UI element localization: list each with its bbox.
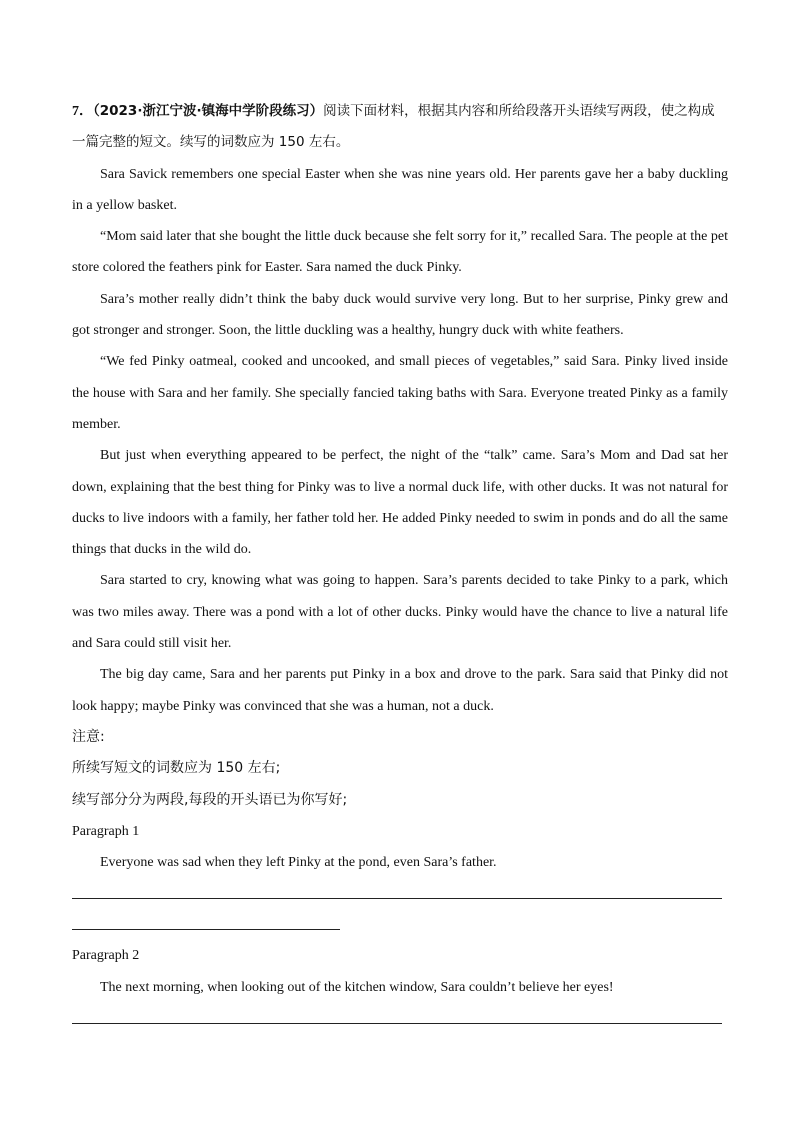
note-item-1: 所续写短文的词数应为 150 左右; [72, 760, 281, 777]
paragraph-2-label: Paragraph 2 [72, 948, 140, 964]
passage-paragraph-5: But just when everything appeared to be perfect, the night of the “talk” came. Sara’s Mom and Dad sat her down, explaining that the best thing for Pinky was to live a normal duck life, with other ducks. It was not natural for ducks to live indoors with a family, her father told her. He added Pinky needed to swim in ponds and do all the same things that ducks in the wild do. [72, 448, 728, 558]
document-page [72, 96, 728, 1024]
question-number: 7． [72, 104, 93, 119]
question-instruction: 阅读下面材料，根据其内容和所给段落开头语续写两段，使之构成一篇完整的短文。续写的词数应为 150 左右。 [72, 103, 715, 151]
passage-paragraph-2: “Mom said later that she bought the little duck because she felt sorry for it,” recalled Sara. The people at the pet store colored the feathers pink for Easter. Sara named the duck Pinky. [72, 229, 728, 276]
passage-paragraph-3: Sara’s mother really didn’t think the baby duck would survive very long. But to her surprise, Pinky grew and got stronger and stronger. Soon, the little duckling was a healthy, hungry duck with white feathers. [72, 291, 728, 339]
passage-paragraph-6: Sara started to cry, knowing what was going to happen. Sara’s parents decided to take Pinky to a park, which was two miles away. There was a pond with a lot of other ducks. Pinky would have the chance to live a natural life and Sara could still visit her. [72, 573, 728, 652]
paragraph-1-opening: Everyone was sad when they left Pinky at the pond, even Sara’s father. [100, 855, 497, 871]
passage-paragraph-1: Sara Savick remembers one special Easter when she was nine years old. Her parents gave her a baby duckling in a yellow basket. [72, 166, 728, 213]
notes-heading: 注意: [72, 728, 105, 745]
passage-paragraph-7: The big day came, Sara and her parents put Pinky in a box and drove to the park. Sara said that Pinky did not look happy; maybe Pinky was convinced that she was a human, not a duck. [72, 667, 728, 714]
reading-passage [72, 159, 728, 722]
question-header [72, 96, 728, 159]
answer-line-3[interactable] [72, 1023, 722, 1024]
paragraph-1-label: Paragraph 1 [72, 823, 140, 839]
question-source: （2023·浙江宁波·镇海中学阶段练习） [93, 103, 324, 119]
note-item-2: 续写部分分为两段,每段的开头语已为你写好; [72, 791, 348, 808]
paragraph-2-opening: The next morning, when looking out of the kitchen window, Sara couldn’t believe her eyes! [100, 979, 614, 995]
passage-paragraph-4: “We fed Pinky oatmeal, cooked and uncooked, and small pieces of vegetables,” said Sara. Pinky lived inside the house with Sara and her family. She specially fancied taking baths with Sara. Everyone treated Pinky as a family member. [72, 354, 728, 432]
